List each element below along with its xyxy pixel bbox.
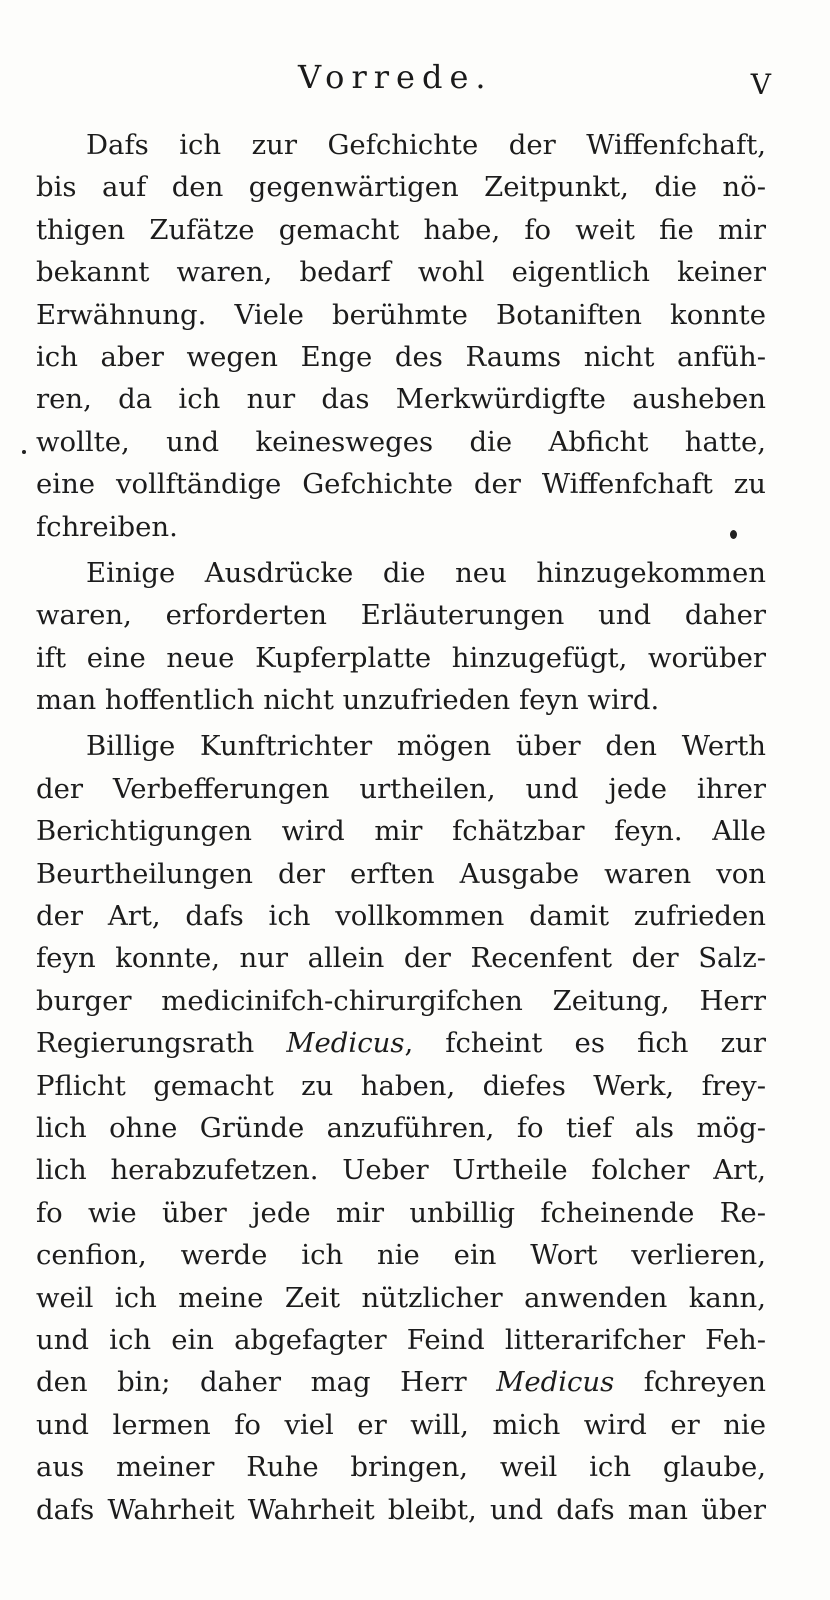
text-line: eine vollftändige Gefchichte der Wiffenfchaft zu — [36, 468, 766, 501]
paragraph-2 — [36, 552, 766, 722]
text-line: wollte, und keinesweges die Abficht hatte, — [36, 425, 766, 458]
text-line: feyn konnte, nur allein der Recenfent der Salz- — [36, 942, 766, 975]
running-title: Vorrede. — [298, 58, 493, 96]
text-line: ren, da ich nur das Merkwürdigfte ausheben — [36, 383, 766, 416]
body-text — [36, 124, 766, 1531]
text-line: lich ohne Gründe anzuführen, fo tief als mög- — [36, 1111, 766, 1144]
text-line: und ich ein abgefagter Feind litterarifcher Feh- — [36, 1323, 766, 1356]
text-line: der Art, dafs ich vollkommen damit zufrieden — [36, 900, 766, 933]
page-number: V — [750, 68, 772, 101]
text-line: bekannt waren, bedarf wohl eigentlich keiner — [36, 256, 766, 289]
ink-speck — [730, 530, 737, 539]
text-line: aus meiner Ruhe bringen, weil ich glaube, — [36, 1451, 766, 1484]
text-line: thigen Zufätze gemacht habe, fo weit fie mir — [36, 213, 766, 246]
text-line: der Verbefferungen urtheilen, und jede ihrer — [36, 772, 766, 805]
text-line: Berichtigungen wird mir fchätzbar feyn. Alle — [36, 815, 766, 848]
paragraph-3 — [36, 725, 766, 1530]
text-line: man hoffentlich nicht unzufrieden feyn wird. — [36, 684, 660, 717]
text-line: Regierungsrath Medicus, fcheint es fich zur — [36, 1027, 766, 1060]
text-line: lich herabzufetzen. Ueber Urtheile folcher Art, — [36, 1154, 766, 1187]
text-line: waren, erforderten Erläuterungen und daher — [36, 599, 766, 632]
text-line: Dafs ich zur Gefchichte der Wiffenfchaft, — [86, 129, 766, 161]
text-line: den bin; daher mag Herr Medicus fchreyen — [36, 1366, 766, 1399]
text-line: ich aber wegen Enge des Raums nicht anfüh- — [36, 340, 766, 373]
text-line: Erwähnung. Viele berühmte Botaniften konnte — [36, 298, 766, 331]
text-line: Pflicht gemacht zu haben, diefes Werk, frey- — [36, 1069, 766, 1102]
text-line: fchreiben. — [36, 510, 178, 543]
text-line: Billige Kunftrichter mögen über den Werth — [86, 730, 766, 763]
text-line: ift eine neue Kupferplatte hinzugefügt, worüber — [36, 641, 766, 674]
text-line: fo wie über jede mir unbillig fcheinende Re- — [36, 1196, 766, 1229]
text-line: dafs Wahrheit Wahrheit bleibt, und dafs man über — [36, 1493, 766, 1526]
text-line: burger medicinifch-chirurgifchen Zeitung, Herr — [36, 984, 766, 1017]
text-line: bis auf den gegenwärtigen Zeitpunkt, die nö- — [36, 171, 766, 204]
paragraph-1 — [36, 124, 766, 548]
text-line: und lermen fo viel er will, mich wird er nie — [36, 1408, 766, 1441]
page-header — [0, 58, 830, 108]
text-line: weil ich meine Zeit nützlicher anwenden kann, — [36, 1281, 766, 1314]
text-line: Einige Ausdrücke die neu hinzugekommen — [86, 556, 766, 589]
text-line: cenfion, werde ich nie ein Wort verlieren, — [36, 1239, 766, 1272]
italic-name: Medicus — [286, 1027, 405, 1060]
ink-speck — [22, 450, 26, 454]
text-line: Beurtheilungen der erften Ausgabe waren von — [36, 857, 766, 890]
italic-name: Medicus — [496, 1366, 615, 1399]
